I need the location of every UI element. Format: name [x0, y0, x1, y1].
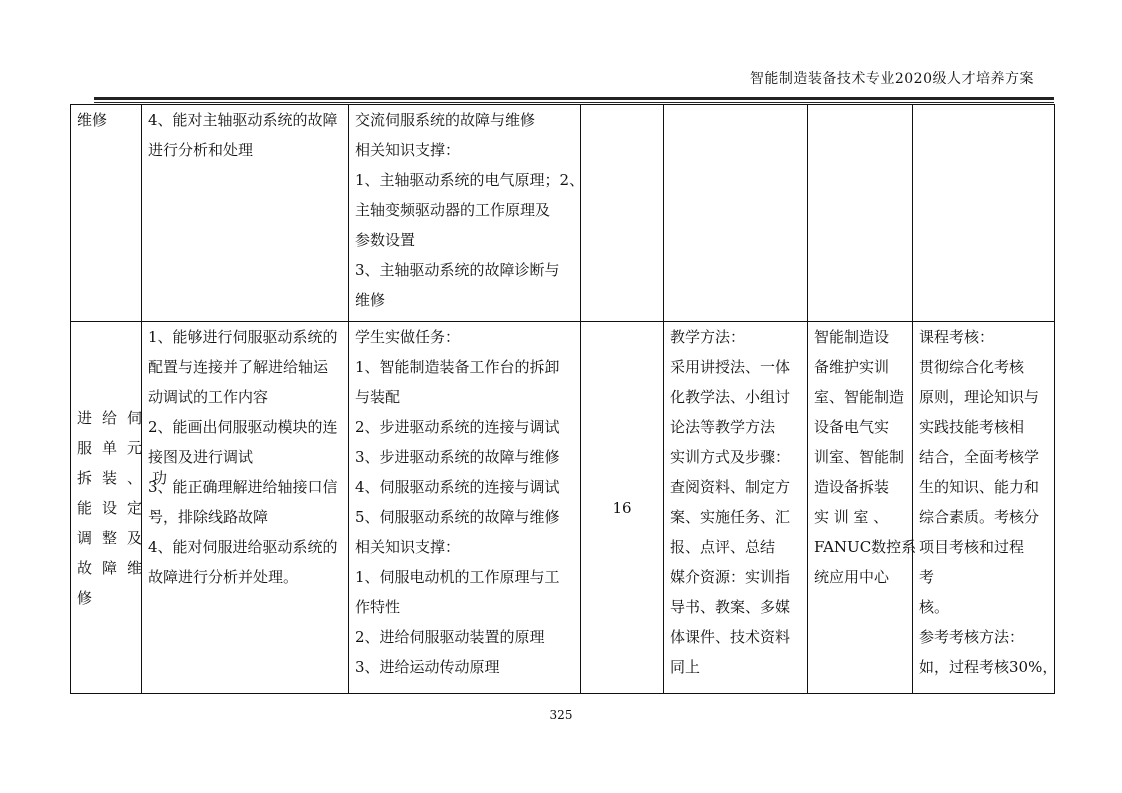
cell-line: 相关知识支撑： — [355, 538, 461, 556]
cell-line: 2、步进驱动系统的连接与调试 — [355, 418, 560, 436]
cell-line: 实践技能考核相 — [919, 418, 1025, 436]
cell-line: 实训方式及步骤： — [670, 448, 791, 466]
cell-line: 化教学法、小组讨 — [670, 388, 791, 406]
cell-line: 3、主轴驱动系统的故障诊断与 — [355, 261, 560, 279]
cell-line: 配置与连接并了解进给轴运 — [148, 358, 329, 376]
cell-line: 造设备拆装 — [814, 478, 890, 496]
cell-line: 进给伺 — [77, 408, 153, 427]
cell-line: 贯彻综合化考核 — [919, 358, 1025, 376]
cell-line: 如，过程考核30%， — [919, 658, 1058, 676]
hours-cell: 16 — [581, 322, 664, 694]
content-cell — [349, 105, 585, 322]
cell-line: 案、实施任务、汇 — [670, 508, 791, 526]
cell-line: FANUC数控系 — [814, 538, 917, 556]
cell-line: 同上 — [670, 658, 701, 676]
table-row — [71, 105, 1055, 322]
cell-line: 交流伺服系统的故障与维修 — [355, 111, 536, 129]
objectives-cell — [142, 322, 349, 694]
document-header-title: 智能制造装备技术专业2020级人才培养方案 — [749, 71, 1034, 87]
cell-line: 备维护实训 — [814, 358, 890, 376]
cell-line: 智能制造设 — [814, 328, 890, 346]
objectives-cell — [142, 105, 349, 322]
cell-line: 生的知识、能力和 — [919, 478, 1040, 496]
cell-line: 论法等教学方法 — [670, 418, 776, 436]
cell-line: 报、点评、总结 — [670, 538, 776, 556]
unit-cell — [71, 105, 142, 322]
assessment-cell — [913, 322, 1058, 694]
unit-name: 维修 — [77, 111, 108, 129]
cell-line: 与装配 — [355, 388, 401, 406]
cell-line: 2、能画出伺服驱动模块的连 — [148, 418, 338, 436]
cell-line: 服单元 — [77, 438, 153, 457]
table-row — [71, 322, 1055, 694]
content-cell — [349, 322, 581, 694]
cell-line: 修 — [77, 588, 103, 607]
header-rule-thin — [94, 102, 1054, 103]
page-number: 325 — [549, 708, 573, 722]
cell-line: 综合素质。考核分 — [919, 508, 1040, 526]
cell-line: 实 训 室 、 — [814, 508, 889, 526]
cell-line: 故障维 — [77, 558, 153, 577]
cell-line: 考 — [919, 568, 935, 586]
course-table — [70, 104, 1058, 694]
cell-line: 1、伺服电动机的工作原理与工 — [355, 568, 560, 586]
cell-line: 主轴变频驱动器的工作原理及 — [355, 201, 551, 219]
cell-line: 体课件、技术资料 — [670, 628, 791, 646]
cell-line: 号，排除线路故障 — [148, 508, 269, 526]
cell-line: 4、伺服驱动系统的连接与调试 — [355, 478, 560, 496]
cell-line: 进行分析和处理 — [148, 141, 254, 159]
cell-line: 维修 — [355, 291, 386, 309]
cell-line: 教学方法： — [670, 328, 746, 346]
cell-line: 2、进给伺服驱动装置的原理 — [355, 628, 545, 646]
cell-line: 课程考核： — [919, 328, 995, 346]
site-cell — [808, 322, 917, 694]
cell-line: 参数设置 — [355, 231, 416, 249]
cell-line: 作特性 — [355, 598, 401, 616]
cell-line: 导书、教案、多媒 — [670, 598, 791, 616]
cell-line: 1、主轴驱动系统的电气原理；2、 — [355, 171, 585, 189]
cell-line: 设备电气实 — [814, 418, 890, 436]
cell-line: 能设定、 — [77, 498, 178, 517]
cell-line: 接图及进行调试 — [148, 448, 254, 466]
header-rule-thick — [94, 97, 1054, 100]
cell-line: 核。 — [919, 598, 950, 616]
cell-line: 故障进行分析并处理。 — [148, 568, 299, 586]
cell-line: 采用讲授法、一体 — [670, 358, 791, 376]
cell-line: 4、能对主轴驱动系统的故障 — [148, 111, 338, 129]
cell-line: 拆装、功 — [77, 468, 178, 487]
cell-line: 训室、智能制 — [814, 448, 905, 466]
cell-line: 结合，全面考核学 — [919, 448, 1040, 466]
cell-line: 5、伺服驱动系统的故障与维修 — [355, 508, 560, 526]
cell-line: 3、步进驱动系统的故障与维修 — [355, 448, 560, 466]
cell-line: 调整及 — [77, 528, 153, 547]
cell-line: 1、能够进行伺服驱动系统的 — [148, 328, 338, 346]
cell-line: 3、进给运动传动原理 — [355, 658, 500, 676]
cell-line: 4、能对伺服进给驱动系统的 — [148, 538, 338, 556]
method-cell — [664, 322, 808, 694]
cell-line: 相关知识支撑： — [355, 141, 461, 159]
site-cell — [808, 105, 913, 322]
cell-line: 查阅资料、制定方 — [670, 478, 791, 496]
cell-line: 动调试的工作内容 — [148, 388, 269, 406]
assessment-cell — [913, 105, 1055, 322]
method-cell — [664, 105, 808, 322]
cell-line: 3、能正确理解进给轴接口信 — [148, 478, 338, 496]
cell-line: 参考考核方法： — [919, 628, 1025, 646]
cell-line: 项目考核和过程 — [919, 538, 1025, 556]
cell-line: 统应用中心 — [814, 568, 890, 586]
cell-line: 学生实做任务： — [355, 328, 461, 346]
cell-line: 室、智能制造 — [814, 388, 905, 406]
hours-cell — [581, 105, 664, 322]
unit-cell — [71, 322, 178, 694]
cell-line: 原则，理论知识与 — [919, 388, 1040, 406]
cell-line: 媒介资源：实训指 — [670, 568, 791, 586]
cell-line: 1、智能制造装备工作台的拆卸 — [355, 358, 560, 376]
